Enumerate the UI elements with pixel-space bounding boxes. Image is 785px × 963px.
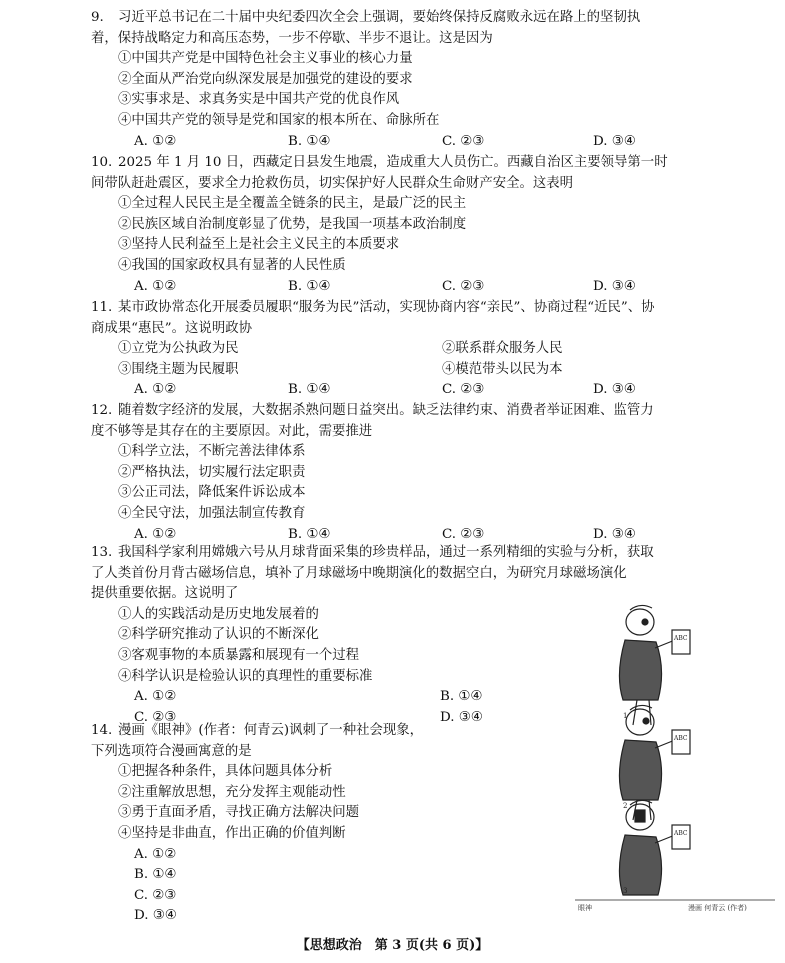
question-12 — [91, 401, 718, 545]
choice-a[interactable]: A. ①② — [134, 278, 177, 294]
option-item: ④中国共产党的领导是党和国家的根本所在、命脉所在 — [118, 112, 440, 128]
choice-a[interactable]: A. ①② — [134, 133, 177, 149]
question-stem-line: 提供重要依据。这说明了 — [91, 586, 239, 602]
cartoon-panel-1 — [619, 605, 690, 725]
cartoon-panel-3 — [619, 800, 690, 895]
option-item: ①立党为公执政为民 — [118, 341, 239, 357]
option-item: ②注重解放思想，充分发挥主观能动性 — [118, 784, 346, 800]
cartoon-panel-2 — [619, 705, 690, 820]
cartoon-illustration — [575, 600, 775, 910]
choice-c[interactable]: C. ②③ — [442, 278, 485, 294]
option-item: ④坚持是非曲直，作出正确的价值判断 — [118, 825, 346, 841]
answer-choices — [118, 277, 718, 298]
option-item: ③实事求是、求真务实是中国共产党的优良作风 — [118, 92, 400, 108]
question-stem-line: 我国科学家利用嫦娥六号从月球背面采集的珍贵样品，通过一系列精细的实验与分析，获取 — [118, 545, 654, 560]
option-item: ①人的实践活动是历史地发展着的 — [118, 606, 319, 622]
question-14 — [91, 721, 558, 927]
option-item: ③坚持人民利益至上是社会主义民主的本质要求 — [118, 237, 400, 253]
option-row — [118, 339, 718, 360]
option-row — [118, 360, 718, 381]
svg-text:ABC: ABC — [674, 735, 688, 742]
panel-number: 3 — [623, 887, 628, 895]
option-item: ③围绕主题为民履职 — [118, 361, 239, 377]
option-item: ②全面从严治党向纵深发展是加强党的建设的要求 — [118, 71, 413, 87]
svg-text:ABC: ABC — [674, 635, 688, 642]
answer-choices — [118, 132, 718, 153]
option-item: ④全民守法，加强法制宣传教育 — [118, 505, 306, 521]
option-item: ④我国的国家政权具有显著的人民性质 — [118, 257, 346, 273]
choice-b[interactable]: B. ①④ — [288, 382, 331, 398]
choice-d[interactable]: D. ③④ — [593, 278, 636, 294]
question-number: 9. — [91, 10, 104, 25]
question-stem-line: 间带队赶赴震区，要求全力抢救伤员，切实保护好人民群众生命财产安全。这表明 — [91, 175, 574, 191]
choice-c[interactable]: C. ②③ — [442, 382, 485, 398]
choice-b[interactable]: B. ①④ — [134, 867, 177, 883]
question-stem-line: 度不够等是其存在的主要原因。对此，需要推进 — [91, 423, 373, 439]
question-number: 10. — [91, 155, 113, 170]
question-9 — [91, 8, 718, 152]
question-stem-line: 随着数字经济的发展，大数据杀熟问题日益突出。缺乏法律约束、消费者举证困难、监管力 — [118, 403, 654, 418]
choice-c[interactable]: C. ②③ — [134, 709, 177, 725]
option-item: ①全过程人民民主是全覆盖全链条的民主，是最广泛的民主 — [118, 196, 467, 212]
question-number: 13. — [91, 545, 113, 560]
answer-choices — [118, 380, 718, 401]
option-item: ②严格执法，切实履行法定职责 — [118, 464, 306, 480]
choice-b[interactable]: B. ①④ — [440, 689, 483, 705]
option-item: ③客观事物的本质暴露和展现有一个过程 — [118, 647, 360, 663]
panel-number: 1 — [623, 712, 628, 720]
option-item: ①把握各种条件，具体问题具体分析 — [118, 764, 333, 780]
question-10 — [91, 153, 718, 297]
choice-a[interactable]: A. ①② — [134, 846, 177, 862]
option-item: ①中国共产党是中国特色社会主义事业的核心力量 — [118, 51, 413, 67]
choice-c[interactable]: C. ②③ — [442, 526, 485, 542]
choice-a[interactable]: A. ①② — [134, 382, 177, 398]
question-number: 12. — [91, 403, 113, 418]
choice-b[interactable]: B. ①④ — [288, 278, 331, 294]
question-stem-line: 下列选项符合漫画寓意的是 — [91, 743, 252, 759]
option-item: ②科学研究推动了认识的不断深化 — [118, 627, 319, 643]
svg-text:ABC: ABC — [674, 830, 688, 837]
option-item: ①科学立法，不断完善法律体系 — [118, 444, 306, 460]
option-item: ③勇于直面矛盾，寻找正确方法解决问题 — [118, 805, 360, 821]
question-stem-line: 2025 年 1 月 10 日，西藏定日县发生地震，造成重大人员伤亡。西藏自治区主要领导第一时 — [118, 155, 668, 170]
option-item: ④模范带头以民为本 — [442, 361, 563, 377]
cartoon-caption-title: 眼神 — [578, 904, 592, 912]
page-footer: 【思想政治 第 3 页(共 6 页)】 — [296, 938, 489, 953]
question-11 — [91, 298, 718, 401]
option-item: ③公正司法，降低案件诉讼成本 — [118, 485, 306, 501]
panel-number: 2 — [623, 802, 628, 810]
question-stem-line: 漫画《眼神》(作者：何青云)讽刺了一种社会现象， — [118, 723, 424, 738]
choice-b[interactable]: B. ①④ — [288, 526, 331, 542]
question-stem-line: 习近平总书记在二十届中央纪委四次全会上强调，要始终保持反腐败永远在路上的坚韧执 — [118, 10, 641, 25]
option-item: ②联系群众服务人民 — [442, 341, 563, 357]
option-item: ④科学认识是检验认识的真理性的重要标准 — [118, 668, 373, 684]
question-number: 14. — [91, 723, 113, 738]
question-number: 11. — [91, 300, 113, 315]
choice-b[interactable]: B. ①④ — [288, 133, 331, 149]
choice-c[interactable]: C. ②③ — [134, 887, 177, 903]
choice-c[interactable]: C. ②③ — [442, 133, 485, 149]
option-item: ②民族区域自治制度彰显了优势，是我国一项基本政治制度 — [118, 216, 467, 232]
cartoon-caption-author: 漫画 何青云 (作者) — [688, 904, 747, 912]
question-stem-line: 了人类首份月背古磁场信息，填补了月球磁场中晚期演化的数据空白，为研究月球磁场演化 — [91, 565, 627, 581]
choice-a[interactable]: A. ①② — [134, 526, 177, 542]
choice-d[interactable]: D. ③④ — [593, 133, 636, 149]
choice-d[interactable]: D. ③④ — [440, 709, 483, 725]
choice-d[interactable]: D. ③④ — [593, 382, 636, 398]
question-stem-line: 商成果“惠民”。这说明政协 — [91, 320, 252, 336]
choice-d[interactable]: D. ③④ — [593, 526, 636, 542]
choice-a[interactable]: A. ①② — [134, 689, 177, 705]
choice-d[interactable]: D. ③④ — [134, 908, 177, 924]
question-stem-line: 某市政协常态化开展委员履职“服务为民”活动，实现协商内容“亲民”、协商过程“近民”、协 — [118, 300, 655, 315]
question-stem-line: 着，保持战略定力和高压态势，一步不停歇、半步不退让。这是因为 — [91, 30, 493, 46]
